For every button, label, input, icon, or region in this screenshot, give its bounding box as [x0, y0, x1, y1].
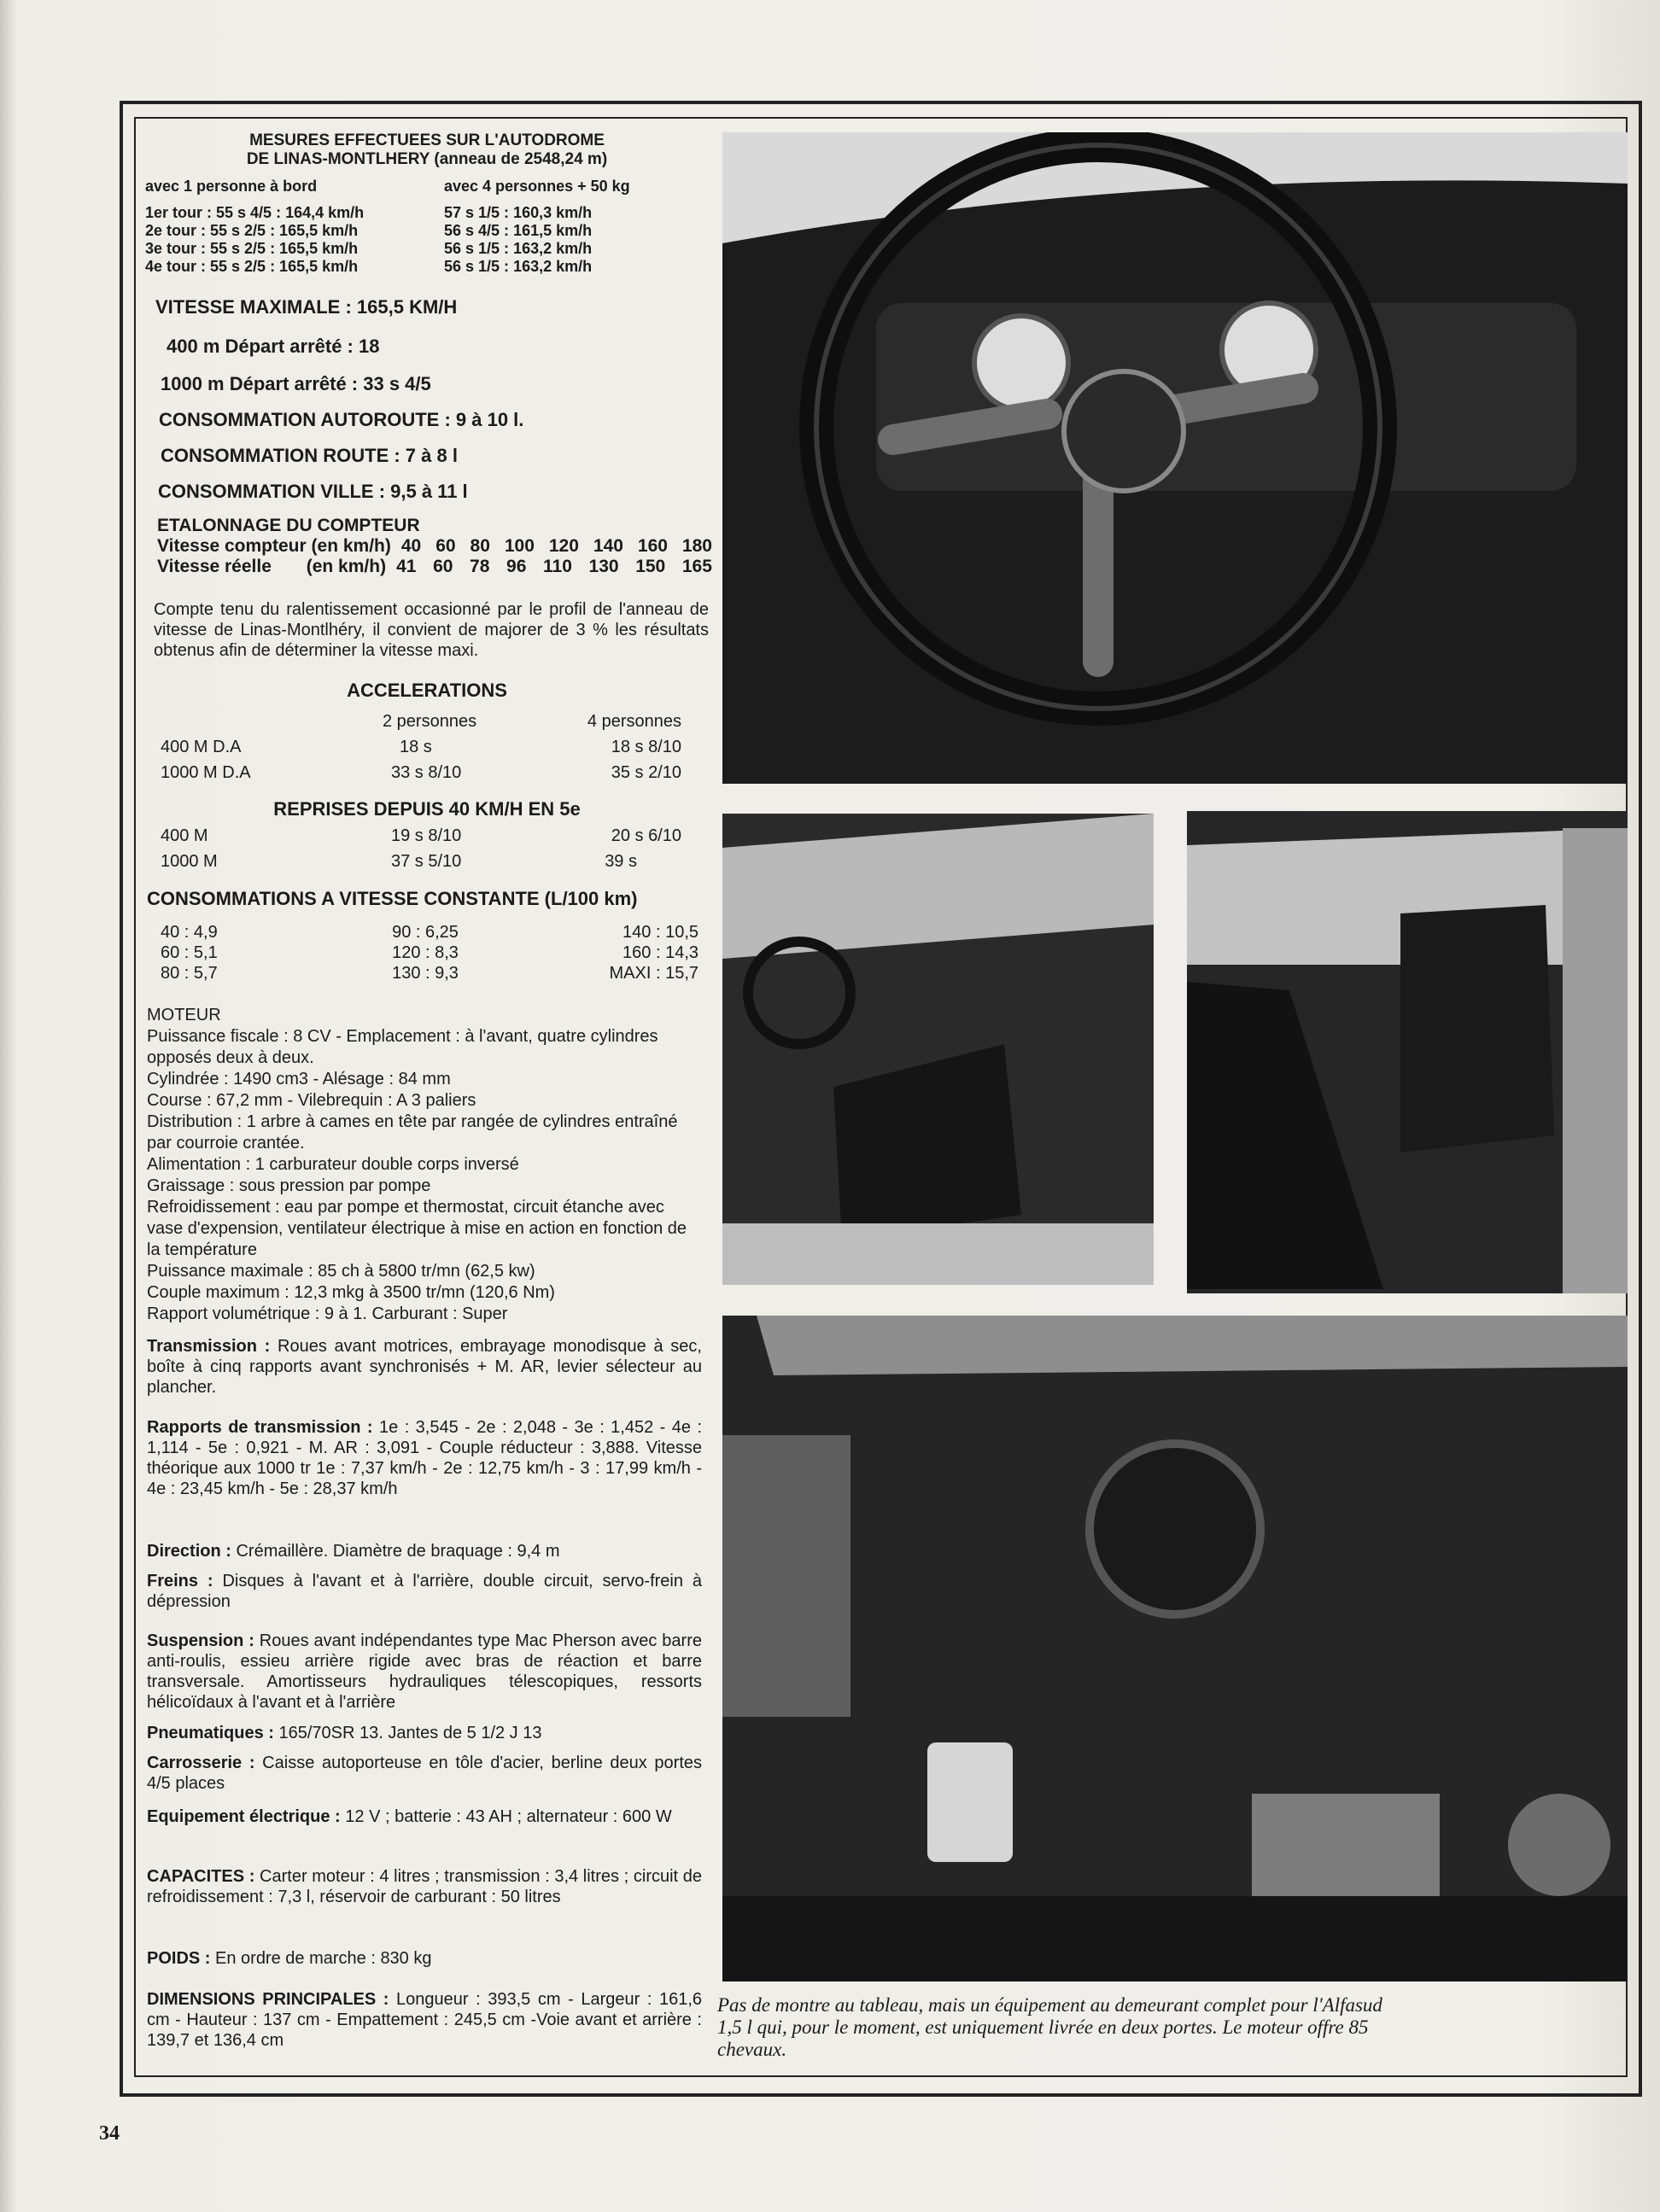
engine-bay-illustration: [722, 1316, 1628, 1981]
moteur-line: Refroidissement : eau par pompe et thermostat, circuit étanche avec vase d'expension, ventilateur électrique à mise en action en fonction de la température: [147, 1198, 687, 1259]
lap-row: 56 s 1/5 : 163,2 km/h: [444, 240, 593, 257]
moteur-line: Alimentation : 1 carburateur double corps inversé: [147, 1155, 519, 1174]
moteur-line: Puissance maximale : 85 ch à 5800 tr/mn (62,5 kw): [147, 1262, 535, 1281]
reprises-title: REPRISES DEPUIS 40 KM/H EN 5e: [273, 798, 581, 820]
lap-row: 3e tour : 55 s 2/5 : 165,5 km/h: [145, 240, 359, 257]
moteur-line: Couple maximum : 12,3 mkg à 3500 tr/mn (120,6 Nm): [147, 1283, 555, 1302]
depart-400: 400 m Départ arrêté : 18: [167, 336, 380, 357]
lap-row: 4e tour : 55 s 2/5 : 165,5 km/h: [145, 258, 359, 275]
spec-pneumatiques: Pneumatiques : 165/70SR 13. Jantes de 5 1/2 J 13: [147, 1724, 542, 1742]
etalonnage-row: Vitesse compteur (en km/h) 40 60 80 100 120 140 160 180: [157, 536, 712, 556]
reprises-table: [161, 823, 707, 874]
consommations-title: CONSOMMATIONS A VITESSE CONSTANTE (L/100 km): [147, 888, 638, 909]
page-number: 34: [99, 2122, 120, 2145]
table-row: 2 personnes 4 personnes: [383, 712, 681, 731]
mesures-title: MESURES EFFECTUEES SUR L'AUTODROME DE LINAS-MONTLHERY (anneau de 2548,24 m): [246, 131, 608, 168]
etalonnage-compteur: [157, 516, 712, 577]
spec-freins: Freins : Disques à l'avant et à l'arrière, double circuit, servo-frein à dépression: [147, 1572, 703, 1611]
accelerations-table: [161, 709, 707, 785]
moteur-line: Distribution : 1 arbre à cames en tête par rangée de cylindres entraîné par courroie crantée.: [147, 1112, 678, 1153]
rear-seats-photo: [1187, 811, 1628, 1293]
etalonnage-row: Vitesse réelle (en km/h) 41 60 78 96 110 130 150 165: [157, 557, 712, 576]
table-row: 1000 M D.A 33 s 8/10 35 s 2/10: [161, 763, 681, 782]
spec-rapports: Rapports de transmission : 1e : 3,545 - 2e : 2,048 - 3e : 1,452 - 4e : 1,114 - 5e : 0,921 - M. AR : 3,091 - Couple réducteur : 3,888. Vitesse théorique aux 1000 tr 1e : 7,37 km/h - 2e : 12,75 km/h - 3 : 17,99 km/h - 4e : 23,45 km/h - 5e : 28,37 km/h: [147, 1418, 702, 1498]
photo-caption: Pas de montre au tableau, mais un équipement au demeurant complet pour l'Alfasud 1,5 l qui, pour le moment, est uniquement livrée en deux portes. Le moteur offre 85 chevaux.: [717, 1994, 1382, 2060]
etalonnage-title: ETALONNAGE DU COMPTEUR: [157, 516, 420, 535]
moteur-line: Graissage : sous pression par pompe: [147, 1176, 431, 1195]
moteur-line: Rapport volumétrique : 9 à 1. Carburant : Super: [147, 1304, 508, 1323]
engine-bay-photo: [722, 1316, 1628, 1981]
spec-transmission: Transmission : Roues avant motrices, embrayage monodisque à sec, boîte à cinq rapports avant synchronisés + M. AR, levier sélecteur au plancher.: [147, 1337, 702, 1397]
cons-route: CONSOMMATION ROUTE : 7 à 8 l: [161, 445, 458, 466]
spec-equipement: Equipement électrique : 12 V ; batterie : 43 AH ; alternateur : 600 W: [147, 1807, 672, 1826]
moteur-line: Cylindrée : 1490 cm3 - Alésage : 84 mm: [147, 1070, 451, 1088]
lap-row: 57 s 1/5 : 160,3 km/h: [444, 204, 593, 221]
compte-tenu-paragraph: Compte tenu du ralentissement occasionné par le profil de l'anneau de vitesse de Linas-Montlhéry, il convient de majorer de 3 % les résultats obtenus afin de déterminer la vitesse maxi.: [154, 600, 709, 660]
spec-dimensions: DIMENSIONS PRINCIPALES : Longueur : 393,5 cm - Largeur : 161,6 cm - Hauteur : 137 cm - Empattement : 245,5 cm -Voie avant et arrière : 139,7 et 136,4 cm: [147, 1990, 702, 2050]
front-seats-photo: [722, 814, 1154, 1285]
laps-table: [145, 178, 709, 276]
spec-poids: POIDS : En ordre de marche : 830 kg: [147, 1949, 432, 1968]
rear-seats-illustration: [1187, 811, 1628, 1293]
spec-suspension: Suspension : Roues avant indépendantes type Mac Pherson avec barre anti-roulis, essieu arrière rigide avec bras de réaction et barre transversale. Amortisseurs hydrauliques télescopiques, ressorts hélicoïdaux à l'avant et à l'arrière: [147, 1631, 702, 1712]
moteur-line: Puissance fiscale : 8 CV - Emplacement : à l'avant, quatre cylindres opposés deux à deux.: [147, 1027, 658, 1067]
moteur-section: [147, 1005, 702, 1325]
table-row: 400 M 19 s 8/10 20 s 6/10: [161, 826, 681, 845]
front-seats-illustration: [722, 814, 1154, 1285]
table-row: 400 M D.A 18 s 18 s 8/10: [161, 738, 681, 756]
lap-row: 2e tour : 55 s 2/5 : 165,5 km/h: [145, 222, 359, 239]
lap-row: 56 s 4/5 : 161,5 km/h: [444, 222, 593, 239]
dashboard-photo: [722, 132, 1628, 784]
lap-row: 1er tour : 55 s 4/5 : 164,4 km/h: [145, 204, 365, 221]
spec-capacites: CAPACITES : Carter moteur : 4 litres ; transmission : 3,4 litres ; circuit de refroidissement : 7,3 l, réservoir de carburant : 50 litres: [147, 1867, 702, 1906]
laps-right-head: avec 4 personnes + 50 kg: [444, 178, 630, 195]
laps-left-head: avec 1 personne à bord: [145, 178, 318, 195]
moteur-line: Course : 67,2 mm - Vilebrequin : A 3 paliers: [147, 1091, 476, 1110]
accelerations-title: ACCELERATIONS: [347, 680, 507, 701]
cons-ville: CONSOMMATION VILLE : 9,5 à 11 l: [158, 481, 468, 502]
steering-wheel-illustration: [722, 132, 1628, 784]
vitesse-maximale: VITESSE MAXIMALE : 165,5 KM/H: [155, 296, 458, 318]
spec-direction: Direction : Crémaillère. Diamètre de braquage : 9,4 m: [147, 1542, 560, 1561]
table-row: 1000 M 37 s 5/10 39 s: [161, 852, 637, 871]
lap-row: 56 s 1/5 : 163,2 km/h: [444, 258, 593, 275]
moteur-title: MOTEUR: [147, 1006, 221, 1024]
spec-carrosserie: Carrosserie : Caisse autoporteuse en tôle d'acier, berline deux portes 4/5 places: [147, 1754, 702, 1793]
consommations-table: 40 : 4,9 60 : 5,1 80 : 5,7 90 : 6,25 120 : 8,3 130 : 9,3 140 : 10,5 160 : 14,3 MAXI : 15,7: [161, 923, 698, 983]
spec-column: [145, 128, 712, 2050]
cons-autoroute: CONSOMMATION AUTOROUTE : 9 à 10 l.: [159, 409, 524, 430]
depart-1000: 1000 m Départ arrêté : 33 s 4/5: [161, 373, 431, 394]
